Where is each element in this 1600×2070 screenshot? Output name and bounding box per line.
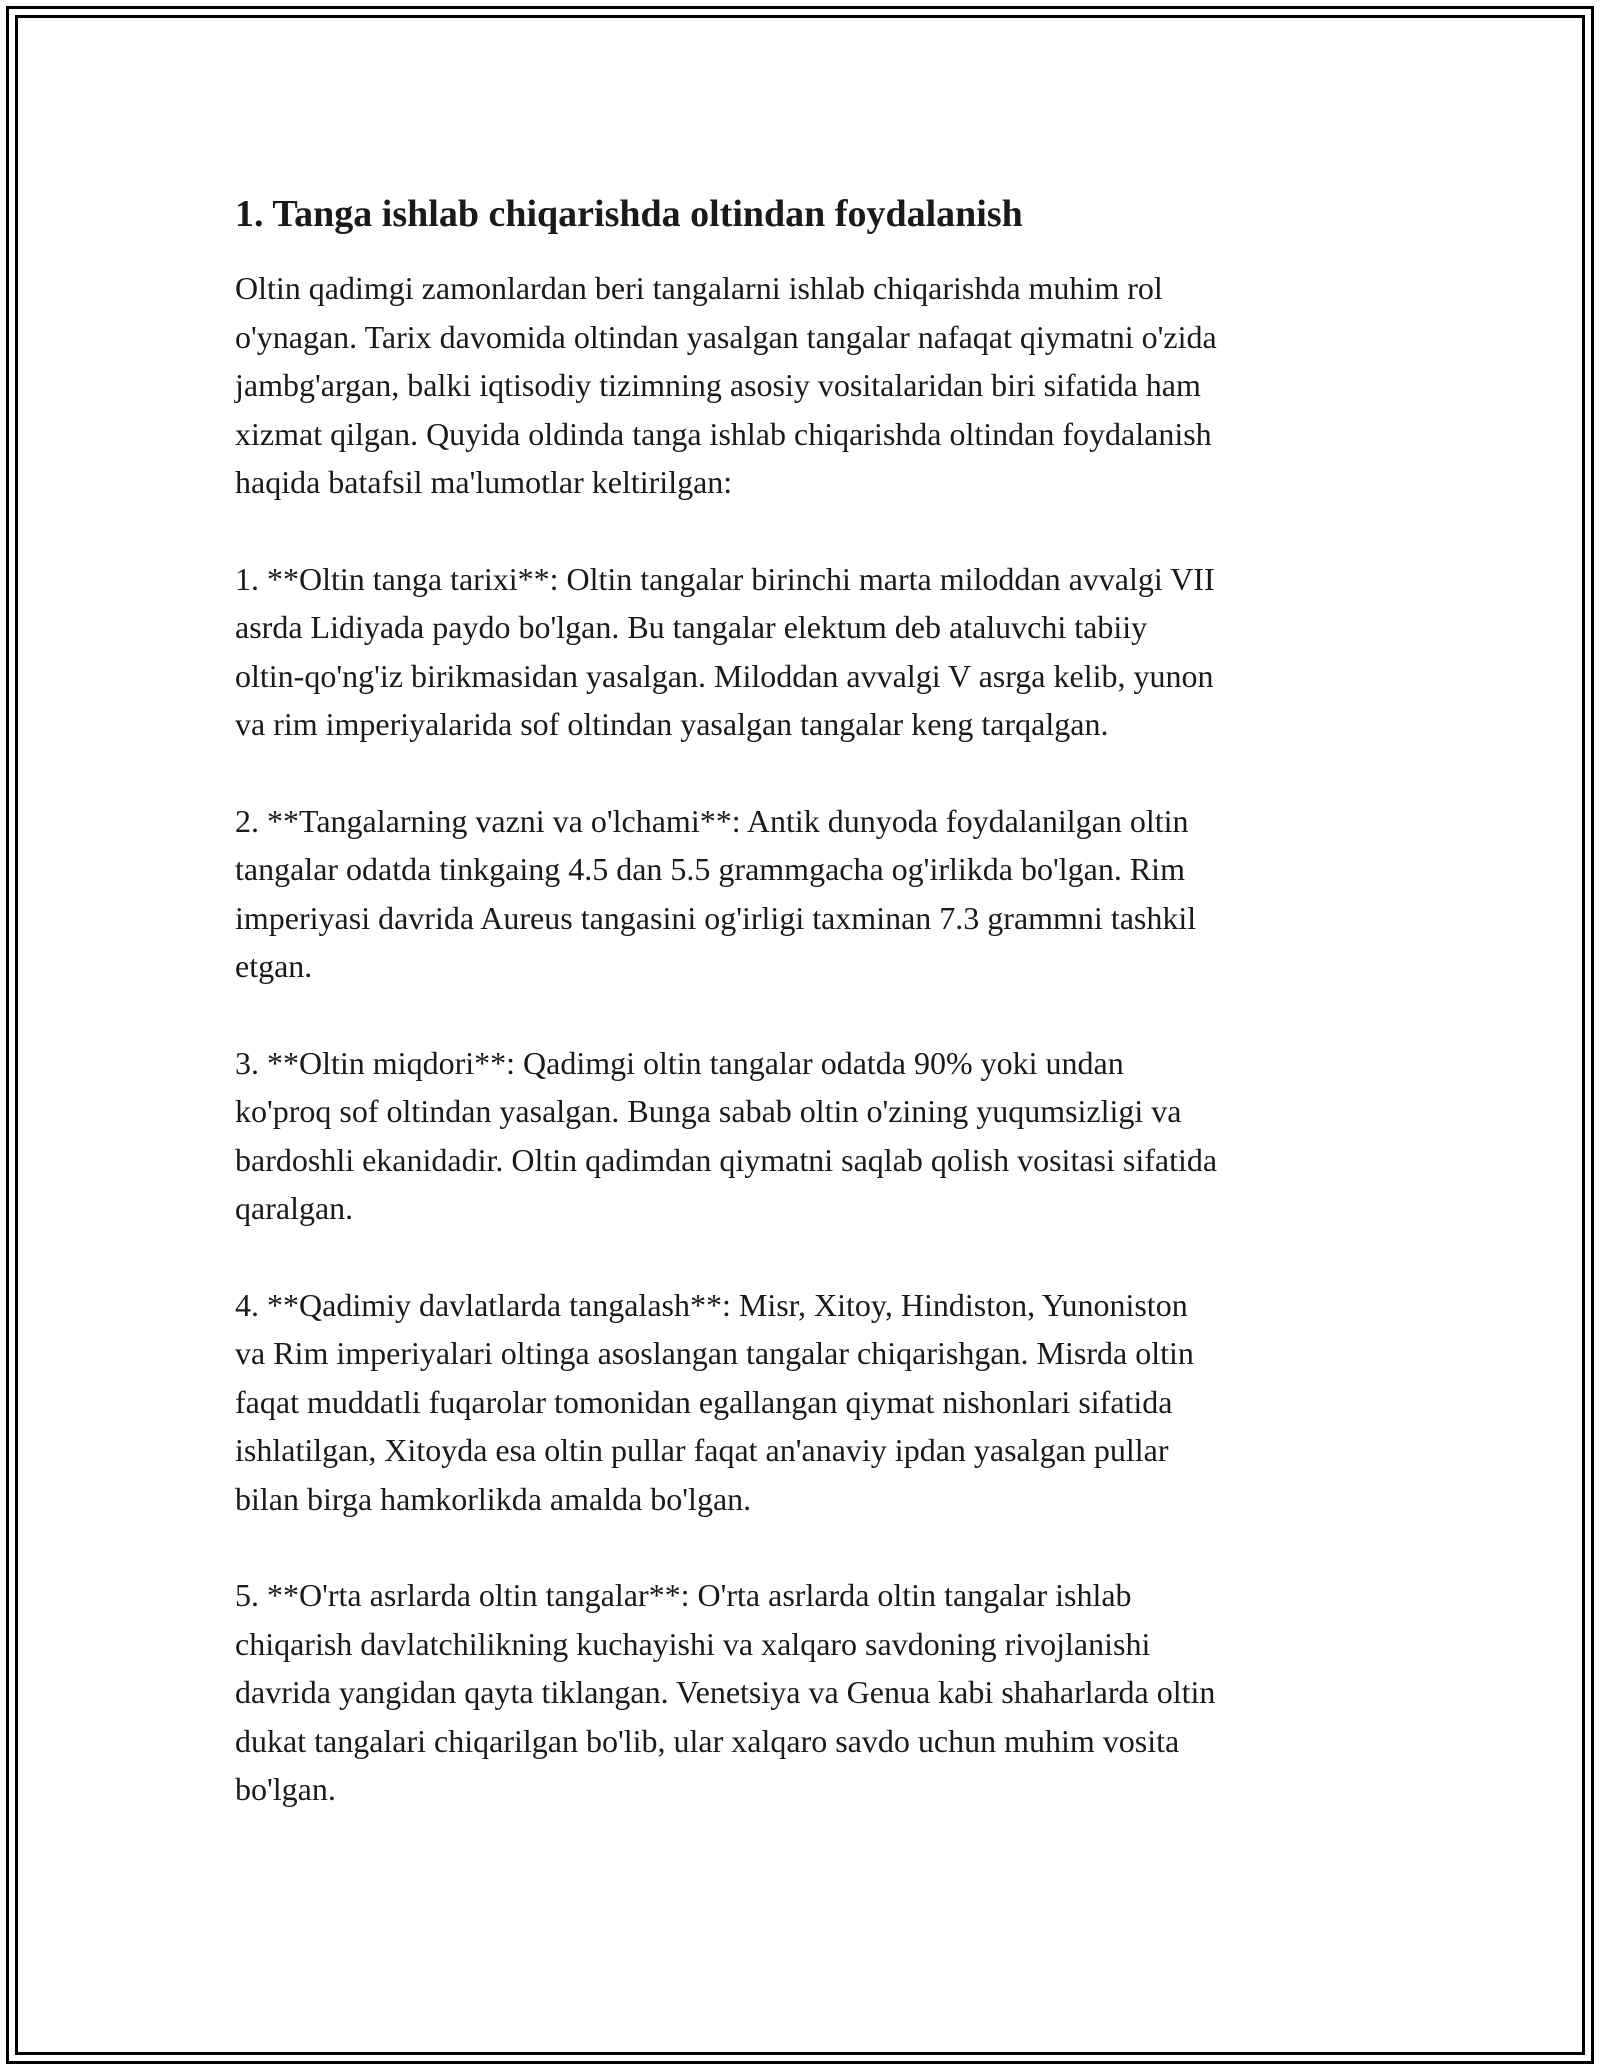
section-heading: 1. Tanga ishlab chiqarishda oltindan foydalanish <box>235 193 1023 235</box>
document-body <box>235 190 1375 1862</box>
intro-paragraph: Oltin qadimgi zamonlardan beri tangalarni ishlab chiqarishda muhim rol o'ynagan. Tarix davomida oltindan yasalgan tangalar nafaqat qiymatni o'zida jambg'argan, balki iqtisodiy tizimning asosiy vositalaridan biri sifatida ham xizmat qilgan. Quyida oldinda tanga ishlab chiqarishda oltindan foydalanish haqida batafsil ma'lumotlar keltirilgan: <box>235 270 1217 500</box>
list-item-gold-coin-history: 1. **Oltin tanga tarixi**: Oltin tangalar birinchi marta miloddan avvalgi VII asrda Lidiyada paydo bo'lgan. Bu tangalar elektum deb ataluvchi tabiiy oltin-qo'ng'iz birikmasidan yasalgan. Miloddan avvalgi V asrga kelib, yunon va rim imperiyalarida sof oltindan yasalgan tangalar keng tarqalgan. <box>235 560 1215 742</box>
list-item-coin-weight: 2. **Tangalarning vazni va o'lchami**: Antik dunyoda foydalanilgan oltin tangalar odatda tinkgaing 4.5 dan 5.5 grammgacha og'irlikda bo'lgan. Rim imperiyasi davrida Aureus tangasini og'irligi taxminan 7.3 grammni tashkil etgan. <box>235 802 1197 984</box>
list-item-ancient-states-coinage: 4. **Qadimiy davlatlarda tangalash**: Misr, Xitoy, Hindiston, Yunoniston va Rim imperiyalari oltinga asoslangan tangalar chiqarishgan. Misrda oltin faqat muddatli fuqarolar tomonidan egallangan qiymat nishonlari sifatida ishlatilgan, Xitoyda esa oltin pullar faqat an'anaviy ipdan yasalgan pullar bilan birga hamkorlikda amalda bo'lgan. <box>235 1286 1194 1517</box>
list-item-medieval-gold-coins: 5. **O'rta asrlarda oltin tangalar**: O'rta asrlarda oltin tangalar ishlab chiqarish davlatchilikning kuchayishi va xalqaro savdoning rivojlanishi davrida yangidan qayta tiklangan. Venetsiya va Genua kabi shaharlarda oltin dukat tangalari chiqarilgan bo'lib, ular xalqaro savdo uchun muhim vosita bo'lgan. <box>235 1577 1216 1807</box>
list-item-gold-content: 3. **Oltin miqdori**: Qadimgi oltin tangalar odatda 90% yoki undan ko'proq sof oltindan yasalgan. Bunga sabab oltin o'zining yuqumsizligi va bardoshli ekanidadir. Oltin qadimdan qiymatni saqlab qolish vositasi sifatida qaralgan. <box>235 1044 1218 1226</box>
